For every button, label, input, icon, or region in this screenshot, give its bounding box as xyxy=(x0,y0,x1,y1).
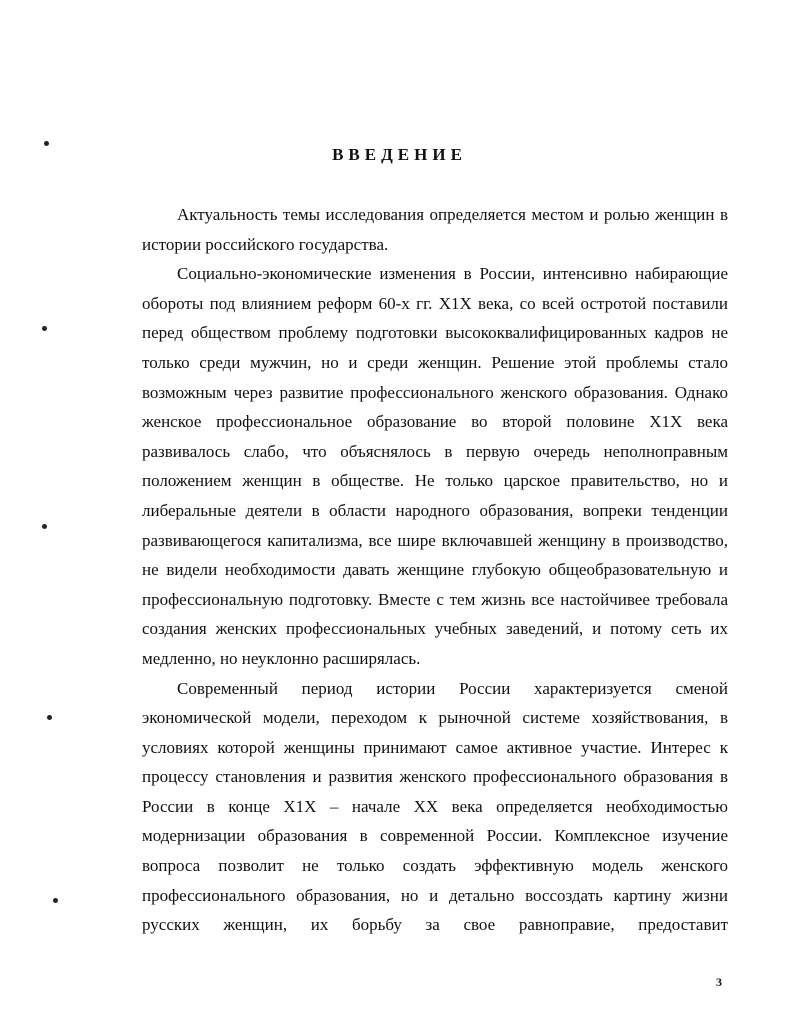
margin-speck xyxy=(42,524,47,529)
margin-speck xyxy=(42,326,47,331)
paragraph-relevance: Актуальность темы исследования определяется местом и ролью женщин в истории российского государства. xyxy=(142,205,728,254)
paragraph-modern-period: Современный период истории России характеризуется сменой экономической модели, переходом к рыночной системе хозяйствования, в условиях которой женщины принимают самое активное участие. Интерес к процессу становления и развития женского профессионального образования в России в конце Х1Х – начале ХХ века определяется необходимостью модернизации образования в современной России. Комплексное изучение вопроса позволит не только создать эффективную модель женского профессионального образования, но и детально воссоздать картину жизни русских женщин, их борьбу за свое равноправие, предоставит xyxy=(142,678,728,935)
body-text xyxy=(142,200,728,940)
page-number: 3 xyxy=(716,975,722,989)
page-title: ВВЕДЕНИЕ xyxy=(332,145,467,164)
paragraph-socioeconomic-changes: Социально-экономические изменения в России, интенсивно набирающие обороты под влиянием реформ 60-х гг. Х1Х века, со всей остротой поставили перед обществом проблему подготовки высококвалифицированных кадров не только среди мужчин, но и среди женщин. Решение этой проблемы стало возможным через развитие профессионального женского образования. Однако женское профессиональное образование во второй половине Х1Х века развивалось слабо, что объяснялось в первую очередь неполноправным положением женщин в обществе. Не только царское правительство, но и либеральные деятели в области народного образования, вопреки тенденции развивающегося капитализма, все шире включавшей женщину в производство, не видели необходимости давать женщине глубокую общеобразовательную и профессиональную подготовку. Вместе с тем жизнь все настойчивее требовала создания женских профессиональных учебных заведений, и потому сеть их медленно, но неуклонно расширялась. xyxy=(142,264,728,668)
margin-speck xyxy=(47,715,52,720)
margin-speck xyxy=(53,898,58,903)
margin-speck xyxy=(44,141,49,146)
